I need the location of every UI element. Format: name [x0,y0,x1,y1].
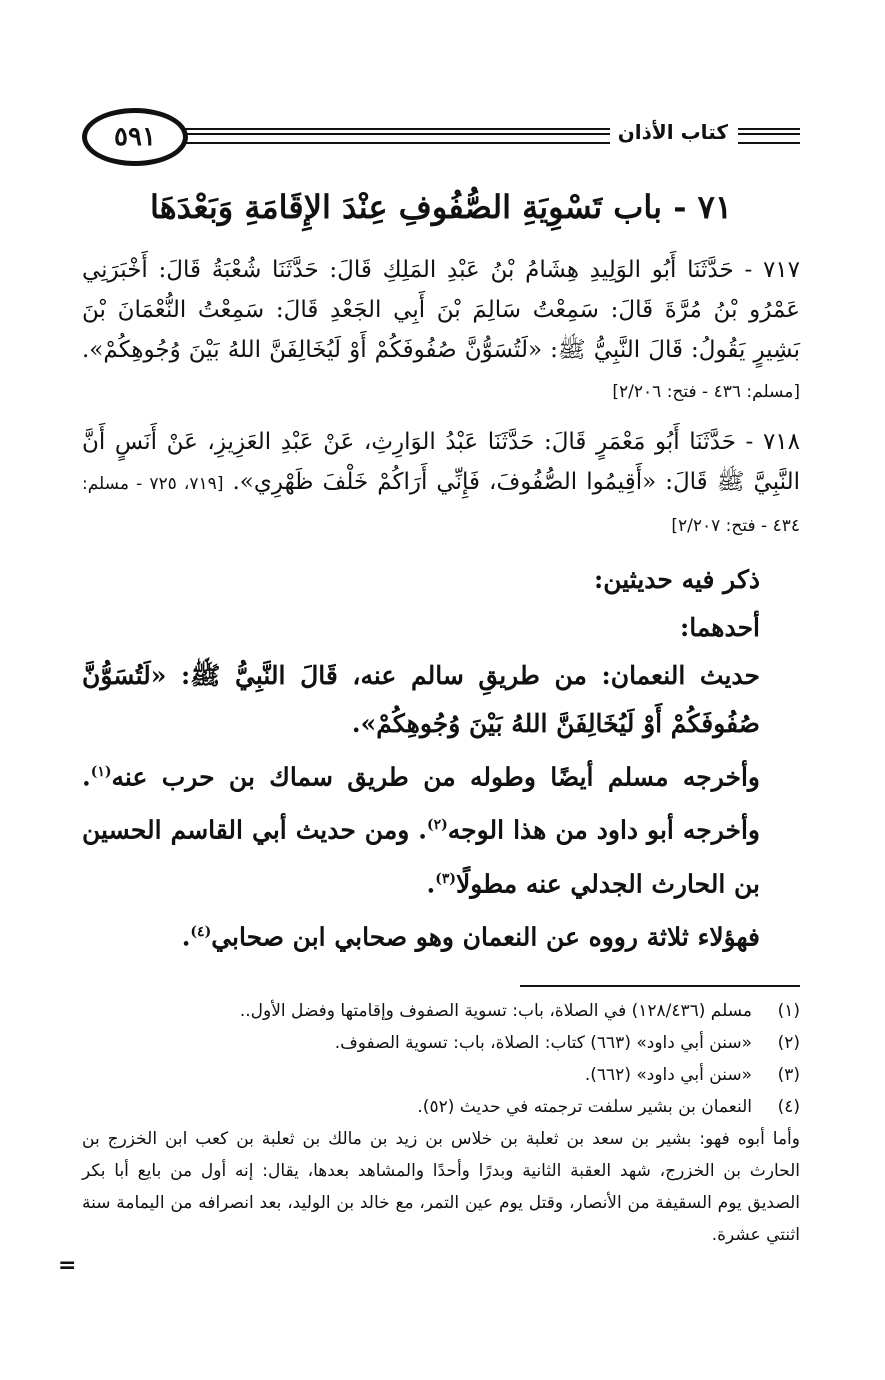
footnotes [82,995,800,1251]
footnote-ref[interactable]: (٤) [190,923,212,940]
text-run: . ومن حديث أبي القاسم الحسين بن الحارث الجدلي عنه مطولًا [82,815,760,898]
footnote-text: مسلم (١٢٨/٤٣٦) في الصلاة، باب: تسوية الصفوف وإقامتها وفضل الأول.. [239,1001,752,1021]
main-text [82,250,800,961]
footnote-continuation: وأما أبوه فهو: بشير بن سعد بن ثعلبة بن خلاس بن زيد بن مالك بن ثعلبة بن كعب ابن الخزرج بن الحارث بن الخزرج، شهد العقبة الثانية وبدرًا وأحدًا والمشاهد بعدها، يقال: إنه أول من بايع أبا بكر الصديق يوم السقيفة من الأنصار، وقتل يوم عين التمر، مع خالد بن الوليد، بعد انصرافه من اليمامة سنة اثنتي عشرة. [82,1129,800,1245]
hadith-reference: [٧١٩، ٧٢٥ - مسلم: ٤٣٤ - فتح: ٢/٢٠٧] [82,474,800,536]
footnote-number: (٢) [777,1033,800,1053]
footnote-ref[interactable]: (٣) [435,870,457,887]
commentary-first: أحدهما: [679,613,760,642]
footnote-item [82,1027,800,1059]
page-header [82,100,800,166]
header-rule [156,128,610,144]
hadith-reference: [مسلم: ٤٣٦ - فتح: ٢/٢٠٦] [612,382,800,402]
hadith-text: ٧١٧ - حَدَّثَنَا أَبُو الوَلِيدِ هِشَامُ بْنُ عَبْدِ المَلِكِ قَالَ: حَدَّثَنَا شُعْبَةُ قَالَ: أَخْبَرَنِي عَمْرُو بْنُ مُرَّةَ قَالَ: سَمِعْتُ سَالِمَ بْنَ أَبِي الجَعْدِ قَالَ: سَمِعْتُ النُّعْمَانَ بْنَ بَشِيرٍ يَقُولُ: قَالَ النَّبِيُّ ﷺ: «لَتُسَوُّنَّ صُفُوفَكُمْ أَوْ لَيُخَالِفَنَّ اللهُ بَيْنَ وُجُوهِكُمْ». [82,257,800,363]
footnote-number: (١) [777,1001,800,1021]
continuation-mark: = [58,1253,77,1278]
commentary-paragraph [82,748,800,908]
text-run: . [426,868,436,898]
text-run: . [181,922,191,952]
footnote-item [82,1059,800,1091]
hadith-718 [82,422,800,546]
footnote-text: «سنن أبي داود» (٦٦٣) كتاب: الصلاة، باب: تسوية الصفوف. [334,1033,752,1053]
commentary-intro: ذكر فيه حديثين: [593,565,760,594]
commentary-paragraph [82,908,800,961]
footnote-text: النعمان بن بشير سلفت ترجمته في حديث (٥٢). [417,1097,752,1117]
text-run: فهؤلاء ثلاثة رووه عن النعمان وهو صحابي ابن صحابي [211,922,760,952]
footnote-text: «سنن أبي داود» (٦٦٢). [584,1065,752,1085]
text-run: وأخرجه مسلم أيضًا وطوله من طريق سماك بن حرب عنه [111,762,760,792]
footnote-number: (٣) [777,1065,800,1085]
book-title: كتاب الأذان [617,120,728,144]
page-number: ٥٩١ [82,108,188,166]
commentary-paragraph: حديث النعمان: من طريقِ سالم عنه، قَالَ النَّبِيُّ ﷺ: «لَتُسَوُّنَّ صُفُوفَكُمْ أَوْ لَيُخَالِفَنَّ اللهُ بَيْنَ وُجُوهِكُمْ». [82,661,760,738]
footnote-item [82,995,800,1027]
header-rule [738,128,800,144]
chapter-heading: ٧١ - باب تَسْوِيَةِ الصُّفُوفِ عِنْدَ الإِقَامَةِ وَبَعْدَهَا [150,188,732,226]
hadith-text: ٧١٨ - حَدَّثَنَا أَبُو مَعْمَرٍ قَالَ: حَدَّثَنَا عَبْدُ الوَارِثِ، عَنْ عَبْدِ العَزِيزِ، عَنْ أَنَسٍ أَنَّ النَّبِيَّ ﷺ قَالَ: «أَقِيمُوا الصُّفُوفَ، فَإِنِّي أَرَاكُمْ خَلْفَ ظَهْرِي». [82,429,801,495]
footnote-ref[interactable]: (٢) [427,817,448,834]
footnote-number: (٤) [777,1097,800,1117]
footnote-item [82,1091,800,1123]
footnote-ref[interactable]: (١) [90,764,112,780]
text-run: . وأخرجه أبو داود من هذا الوجه [82,762,760,845]
divider-line [520,985,800,987]
hadith-717 [82,250,800,412]
